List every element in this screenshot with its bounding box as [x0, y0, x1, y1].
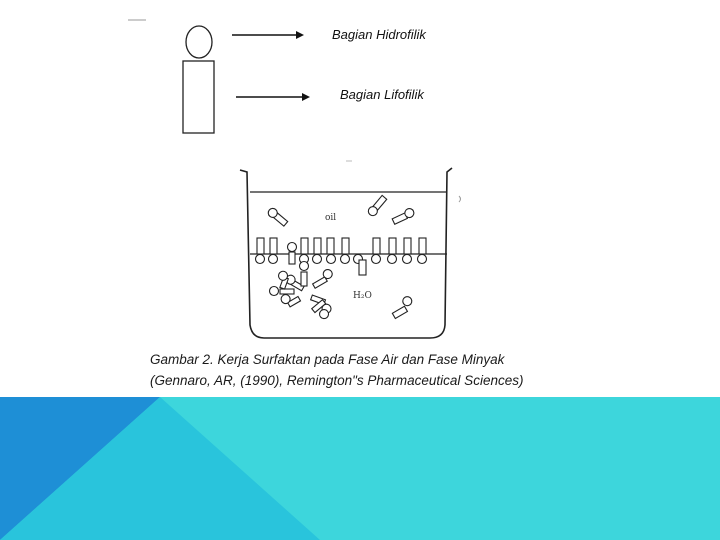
- scan-mark: [459, 196, 461, 202]
- surfactant-molecule: [183, 26, 214, 133]
- arrow-hydrophilic: [232, 31, 304, 39]
- micelle: [270, 262, 335, 322]
- lipophilic-tail: [183, 61, 214, 133]
- hydrophilic-head: [186, 26, 212, 58]
- hydrophilic-label: Bagian Hidrofilik: [332, 27, 426, 42]
- footer-band: [0, 397, 720, 540]
- arrow-lipophilic: [236, 93, 310, 101]
- water-surfactant: [389, 295, 416, 318]
- interface-surfactants: [256, 238, 427, 275]
- figure-caption-title: Gambar 2. Kerja Surfaktan pada Fase Air dan Fase Minyak: [150, 352, 505, 367]
- oil-label: oil: [325, 213, 337, 223]
- figure-caption-source: (Gennaro, AR, (1990), Remington"s Pharmaceutical Sciences): [150, 373, 524, 388]
- water-label: H₂O: [353, 291, 372, 301]
- lipophilic-label: Bagian Lifofilik: [340, 87, 424, 102]
- oil-surfactants: [266, 194, 415, 227]
